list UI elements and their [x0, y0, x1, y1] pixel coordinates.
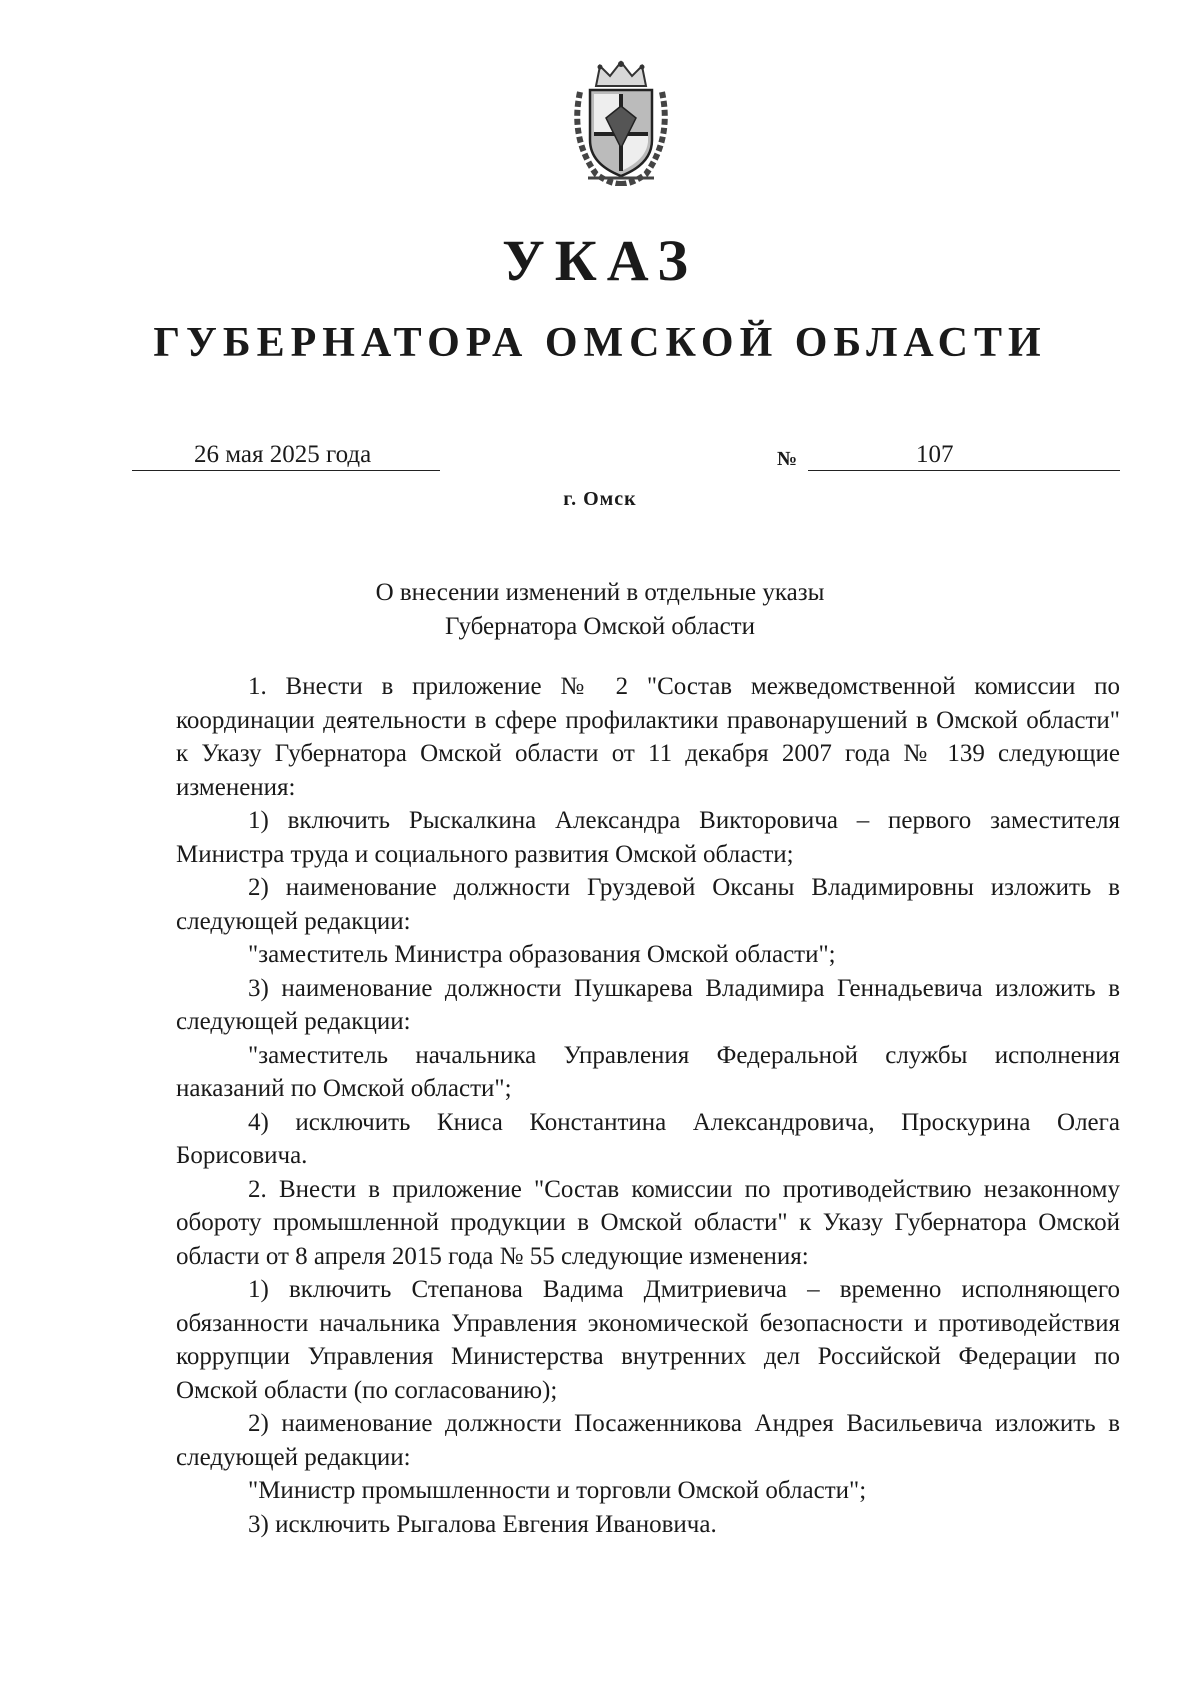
coat-of-arms-emblem	[566, 58, 676, 186]
paragraph-subitem: 3) наименование должности Пушкарева Владимира Геннадьевича изложить в следующей редакции:	[176, 974, 1120, 1035]
decree-subject	[0, 576, 1200, 644]
number-sign: №	[777, 448, 798, 470]
decree-issuer: ГУБЕРНАТОРА ОМСКОЙ ОБЛАСТИ	[153, 320, 1047, 366]
paragraph-subitem: 3) исключить Рыгалова Евгения Ивановича.	[248, 1510, 717, 1538]
paragraph-item-1: 1. Внести в приложение № 2 "Состав межведомственной комиссии по координации деятельности в сфере профилактики правонарушений в Омской области" к Указу Губернатора Омской области от 11 декабря 2007 года № 139 следующие изменения:	[176, 673, 1120, 801]
paragraph-subitem: 4) исключить Книса Константина Александровича, Проскурина Олега Борисовича.	[176, 1108, 1120, 1169]
decree-title: УКАЗ	[502, 228, 698, 293]
paragraph-subitem: 2) наименование должности Посаженникова Андрея Васильевича изложить в следующей редакции:	[176, 1410, 1120, 1471]
paragraph-item-2: 2. Внести в приложение "Состав комиссии по противодействию незаконному обороту промышленной продукции в Омской области" к Указу Губернатора Омской области от 8 апреля 2015 года № 55 следующие изменения:	[176, 1175, 1120, 1270]
decree-date: 26 мая 2025 года	[132, 440, 440, 471]
city-label: г. Омск	[563, 488, 637, 510]
paragraph-quote: "заместитель Министра образования Омской области";	[248, 941, 836, 968]
subject-line-2: Губернатора Омской области	[445, 613, 755, 640]
paragraph-quote: "заместитель начальника Управления Федеральной службы исполнения наказаний по Омской области";	[176, 1041, 1120, 1102]
subject-line-1: О внесении изменений в отдельные указы	[375, 579, 825, 606]
decree-number: 107	[808, 440, 1120, 471]
decree-body	[176, 670, 1120, 1541]
paragraph-quote: "Министр промышленности и торговли Омской области";	[248, 1477, 867, 1504]
paragraph-subitem: 1) включить Степанова Вадима Дмитриевича – временно исполняющего обязанности начальника Управления экономической безопасности и противодействия коррупции Управления Министерства внутренних дел Российской Федерации по Омской области (по согласованию);	[176, 1276, 1120, 1404]
paragraph-subitem: 2) наименование должности Груздевой Оксаны Владимировны изложить в следующей редакции:	[176, 874, 1120, 935]
paragraph-subitem: 1) включить Рыскалкина Александра Викторовича – первого заместителя Министра труда и социального развития Омской области;	[176, 807, 1120, 868]
